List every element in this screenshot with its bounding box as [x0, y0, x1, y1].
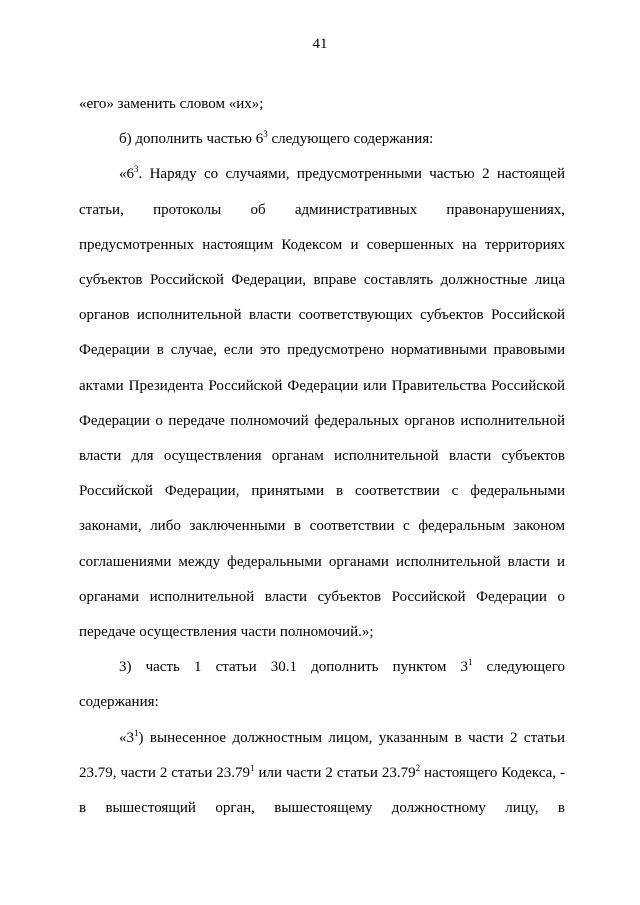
superscript: 3 [134, 164, 139, 175]
paragraph-text: настоящего Кодекса, - в вышестоящий орган, вышестоящему должностному лицу, в [79, 764, 566, 817]
paragraph-text: следующего содержания: [79, 659, 565, 711]
paragraph-text: или части 2 статьи 23.79 [254, 764, 416, 781]
paragraph-part-text [79, 157, 565, 650]
paragraph-text: б) дополнить частью 6 [119, 131, 264, 148]
superscript: 3 [263, 129, 268, 140]
superscript: 1 [134, 727, 139, 738]
paragraph-text: «3 [119, 729, 134, 746]
paragraph-text: «его» заменить словом «их»; [79, 96, 264, 112]
superscript: 1 [250, 762, 255, 773]
paragraph-add-part [79, 122, 565, 157]
document-body [79, 87, 565, 826]
paragraph-text: следующего содержания: [267, 131, 434, 148]
paragraph-point-text [79, 721, 565, 827]
paragraph-article-amendment [79, 650, 565, 720]
paragraph-text: «6 [119, 166, 134, 183]
superscript: 2 [415, 762, 421, 773]
paragraph-text: 3) часть 1 статьи 30.1 дополнить пунктом 3 [119, 659, 468, 676]
paragraph-replace-word [79, 87, 565, 122]
paragraph-text: . Наряду со случаями, предусмотренными частью 2 настоящей статьи, протоколы об административных правонарушениях, предусмотренных настоящим Кодексом и совершенных на территориях субъектов Российской Федерации, вправе составлять должностные лица органов исполнительной власти соответствующих субъектов Российской Федерации в случае, если это предусмотрено нормативными правовыми актами Президента Российской Федерации или Правительства Российской Федерации о передаче полномочий федеральных органов исполнительной власти для осуществления органам исполнительной власти субъектов Российской Федерации, принятыми в соответствии с федеральными законами, либо заключенными в соответствии с федеральным законом соглашениями между федеральными органами исполнительной власти и органами исполнительной власти субъектов Российской Федерации о передаче осуществления части полномочий.»; [79, 166, 565, 641]
paragraph-text: ) вынесенное должностным лицом, указанным в части 2 статьи 23.79, части 2 статьи 23.79 [79, 729, 565, 781]
superscript: 1 [467, 657, 473, 668]
page-number: 41 [312, 36, 328, 52]
